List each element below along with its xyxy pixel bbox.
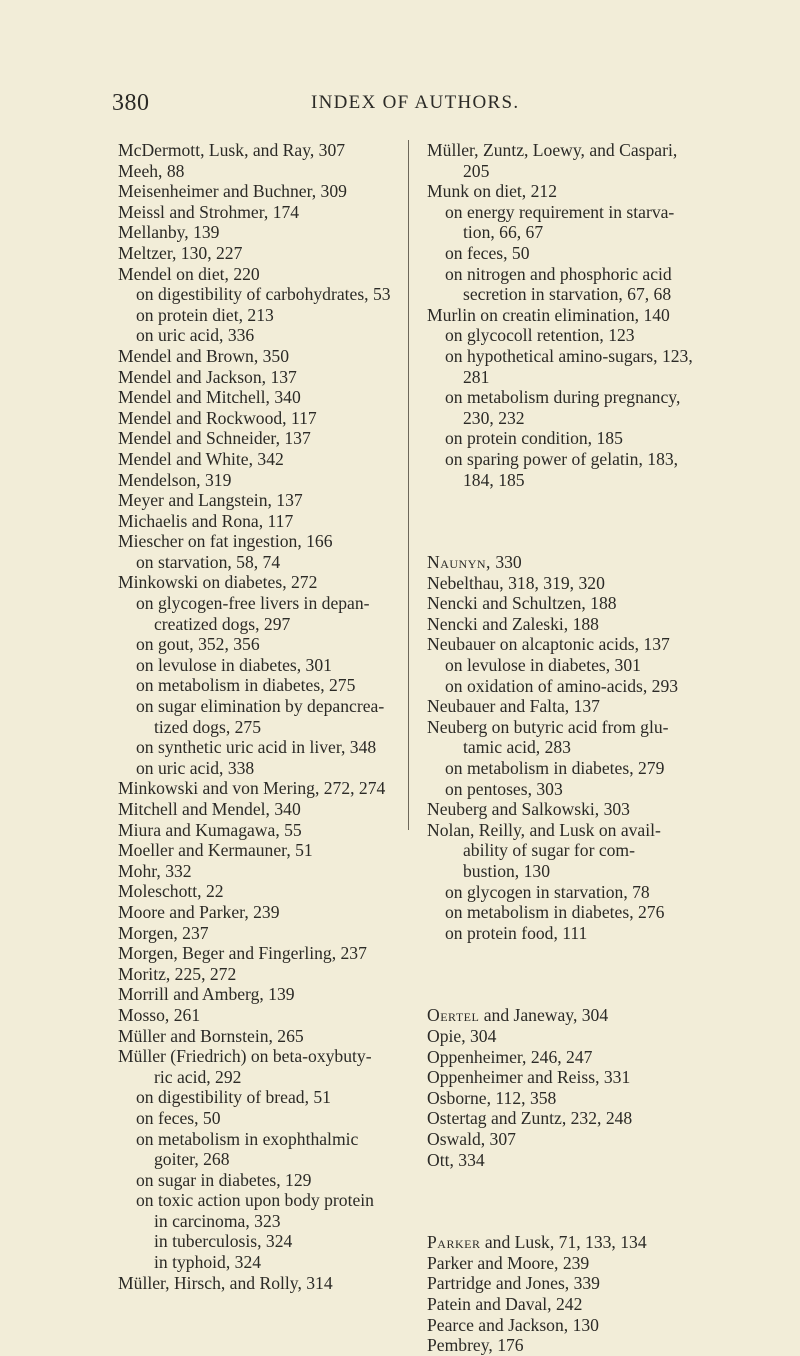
index-subentry: on sparing power of gelatin, 183, xyxy=(445,448,679,469)
index-entry: Müller, Hirsch, and Rolly, 314 xyxy=(118,1272,333,1293)
index-entry: Neubauer and Falta, 137 xyxy=(427,696,600,717)
index-entry: Mendel and Mitchell, 340 xyxy=(118,387,301,408)
index-subentry: 281 xyxy=(463,366,490,387)
index-subentry: tion, 66, 67 xyxy=(463,222,544,243)
index-entry: Ott, 334 xyxy=(427,1149,485,1170)
index-entry: Mosso, 261 xyxy=(118,1004,201,1025)
index-subentry: 205 xyxy=(463,160,490,181)
index-subentry: on oxidation of amino-acids, 293 xyxy=(445,675,679,696)
index-entry: Moeller and Kermauner, 51 xyxy=(118,840,313,861)
index-subentry: 230, 232 xyxy=(463,407,525,428)
page-number: 380 xyxy=(112,90,150,116)
index-entry: Mendel and White, 342 xyxy=(118,448,284,469)
index-subentry: on nitrogen and phosphoric acid xyxy=(445,263,672,284)
index-subentry: on uric acid, 338 xyxy=(136,757,255,778)
index-subentry: on metabolism in diabetes, 276 xyxy=(445,902,665,923)
index-entry: Moleschott, 22 xyxy=(118,881,224,902)
index-entry: Nolan, Reilly, and Lusk on avail- xyxy=(427,819,661,840)
index-subentry: on synthetic uric acid in liver, 348 xyxy=(136,737,377,758)
index-entry: Müller and Bornstein, 265 xyxy=(118,1025,304,1046)
index-entry: Oswald, 307 xyxy=(427,1128,516,1149)
index-entry: Nencki and Schultzen, 188 xyxy=(427,593,617,614)
index-subentry: on feces, 50 xyxy=(445,242,530,263)
index-subentry: on gout, 352, 356 xyxy=(136,634,260,655)
index-entry: McDermott, Lusk, and Ray, 307 xyxy=(118,140,346,160)
index-subentry: tized dogs, 275 xyxy=(154,716,262,737)
index-entry: Patein and Daval, 242 xyxy=(427,1293,583,1314)
index-column-left xyxy=(118,140,404,1293)
index-entry: Mitchell and Mendel, 340 xyxy=(118,799,301,819)
index-subentry: on toxic action upon body protein xyxy=(136,1190,374,1211)
index-subentry: on glycogen-free livers in depan- xyxy=(136,593,370,614)
index-entry: Morgen, Beger and Fingerling, 237 xyxy=(118,943,367,964)
index-entry: Mendel and Brown, 350 xyxy=(118,345,290,366)
index-subentry: on protein diet, 213 xyxy=(136,304,274,325)
index-entry: Mendel and Rockwood, 117 xyxy=(118,407,317,428)
index-entry: Michaelis and Rona, 117 xyxy=(118,510,294,531)
index-subentry: on pentoses, 303 xyxy=(445,778,563,799)
index-subentry: ric acid, 292 xyxy=(154,1066,242,1087)
index-entry: Naunyn, 330 xyxy=(427,552,522,573)
index-entry: Oppenheimer and Reiss, 331 xyxy=(427,1067,631,1088)
column-divider xyxy=(408,140,409,830)
index-entry: Mendel and Schneider, 137 xyxy=(118,428,311,449)
index-entry: Ostertag and Zuntz, 232, 248 xyxy=(427,1108,633,1129)
index-entry: Mendel and Jackson, 137 xyxy=(118,366,297,387)
page-header xyxy=(0,90,800,120)
index-subentry: in typhoid, 324 xyxy=(154,1252,262,1273)
index-entry: Moore and Parker, 239 xyxy=(118,901,280,922)
index-entry: Murlin on creatin elimination, 140 xyxy=(427,304,670,325)
running-title: INDEX OF AUTHORS. xyxy=(311,92,520,113)
index-subentry: in carcinoma, 323 xyxy=(154,1210,281,1231)
index-subentry: on sugar in diabetes, 129 xyxy=(136,1169,312,1190)
index-entry: Neuberg and Salkowski, 303 xyxy=(427,799,630,820)
index-entry: Oppenheimer, 246, 247 xyxy=(427,1046,593,1067)
index-entry: Munk on diet, 212 xyxy=(427,181,557,202)
index-subentry: 184, 185 xyxy=(463,469,525,490)
index-subentry: on digestibility of carbohydrates, 53 xyxy=(136,284,391,305)
index-subentry: bustion, 130 xyxy=(463,861,550,881)
index-subentry: on feces, 50 xyxy=(136,1107,221,1128)
index-subentry: on glycogen in starvation, 78 xyxy=(445,881,650,902)
index-subentry: on levulose in diabetes, 301 xyxy=(136,654,332,675)
index-subentry: ability of sugar for com- xyxy=(463,840,635,861)
index-entry: Parker and Lusk, 71, 133, 134 xyxy=(427,1232,647,1253)
index-entry: Pearce and Jackson, 130 xyxy=(427,1314,599,1335)
index-entry: Müller (Friedrich) on beta-oxybuty- xyxy=(118,1046,372,1067)
index-subentry: on metabolism in exophthalmic xyxy=(136,1128,359,1149)
index-entry: Meissl and Strohmer, 174 xyxy=(118,201,300,222)
index-entry: Mendel on diet, 220 xyxy=(118,263,260,284)
index-entry: Osborne, 112, 358 xyxy=(427,1087,557,1108)
index-subentry: on digestibility of bread, 51 xyxy=(136,1087,331,1108)
index-subentry: on metabolism in diabetes, 279 xyxy=(445,758,665,779)
index-subentry: on protein condition, 185 xyxy=(445,428,623,449)
index-subentry: in tuberculosis, 324 xyxy=(154,1231,293,1252)
index-subentry: on metabolism in diabetes, 275 xyxy=(136,675,356,696)
index-entry: Oertel and Janeway, 304 xyxy=(427,1005,609,1026)
section-gap xyxy=(427,490,725,552)
index-entry: Meyer and Langstein, 137 xyxy=(118,490,303,511)
index-entry: Meisenheimer and Buchner, 309 xyxy=(118,181,347,202)
index-entry: Pembrey, 176 xyxy=(427,1335,524,1356)
index-subentry: on metabolism during pregnancy, xyxy=(445,387,681,408)
index-subentry: tamic acid, 283 xyxy=(463,737,571,758)
index-entry: Nebelthau, 318, 319, 320 xyxy=(427,572,605,593)
index-entry: Morgen, 237 xyxy=(118,922,209,943)
index-subentry: goiter, 268 xyxy=(154,1149,230,1170)
index-subentry: secretion in starvation, 67, 68 xyxy=(463,284,672,305)
index-entry: Minkowski on diabetes, 272 xyxy=(118,572,318,593)
index-entry: Parker and Moore, 239 xyxy=(427,1252,590,1273)
index-entry: Neuberg on butyric acid from glu- xyxy=(427,716,669,737)
index-entry: Moritz, 225, 272 xyxy=(118,963,237,984)
index-entry: Meltzer, 130, 227 xyxy=(118,242,243,263)
index-entry: Mellanby, 139 xyxy=(118,222,220,243)
index-subentry: on sugar elimination by depancrea- xyxy=(136,696,385,717)
index-entry: Neubauer on alcaptonic acids, 137 xyxy=(427,634,670,655)
index-entry: Meeh, 88 xyxy=(118,160,185,181)
index-subentry: on starvation, 58, 74 xyxy=(136,551,281,572)
index-entry: Miura and Kumagawa, 55 xyxy=(118,819,302,840)
index-entry: Morrill and Amberg, 139 xyxy=(118,984,295,1005)
index-subentry: on glycocoll retention, 123 xyxy=(445,325,635,346)
index-subentry: on protein food, 111 xyxy=(445,922,588,943)
index-subentry: on uric acid, 336 xyxy=(136,325,255,346)
index-subentry: on levulose in diabetes, 301 xyxy=(445,655,641,676)
index-column-right xyxy=(427,140,725,1356)
index-entry: Opie, 304 xyxy=(427,1025,497,1046)
index-entry: Miescher on fat ingestion, 166 xyxy=(118,531,333,552)
index-entry: Müller, Zuntz, Loewy, and Caspari, xyxy=(427,140,678,160)
index-subentry: creatized dogs, 297 xyxy=(154,613,291,634)
index-entry: Nencki and Zaleski, 188 xyxy=(427,613,599,634)
index-subentry: on energy requirement in starva- xyxy=(445,201,675,222)
index-entry: Minkowski and von Mering, 272, 274 xyxy=(118,778,386,799)
index-entry: Mendelson, 319 xyxy=(118,469,232,490)
section-gap xyxy=(427,943,725,1005)
index-entry: Mohr, 332 xyxy=(118,860,192,881)
index-entry: Partridge and Jones, 339 xyxy=(427,1273,600,1294)
section-gap xyxy=(427,1170,725,1232)
index-subentry: on hypothetical amino-sugars, 123, xyxy=(445,345,693,366)
